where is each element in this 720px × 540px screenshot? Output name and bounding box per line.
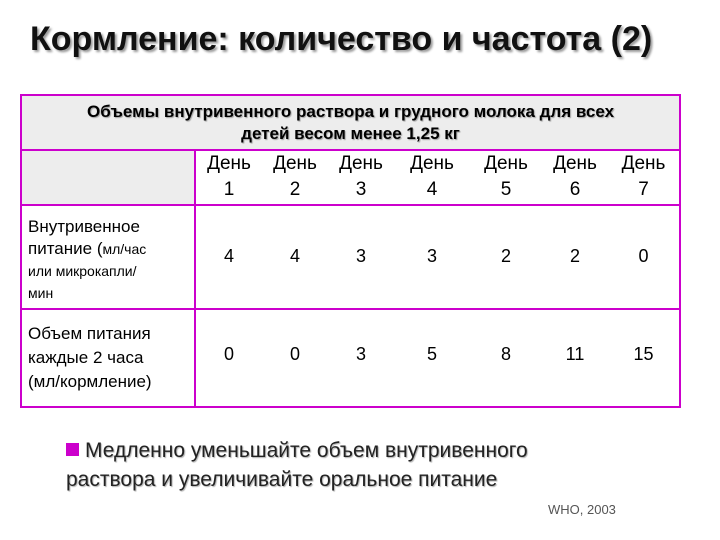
row-label-line: (мл/кормление) xyxy=(28,372,152,391)
day-header-5 xyxy=(470,151,542,204)
day-number: 4 xyxy=(426,179,438,200)
bullet-line xyxy=(66,436,686,465)
day-word: День xyxy=(207,153,251,174)
day-header-7 xyxy=(608,151,679,204)
table-cell: 0 xyxy=(223,344,234,364)
day-header-2 xyxy=(262,151,328,204)
bullet-text: Медленно уменьшайте объем внутривенного xyxy=(85,439,528,462)
feeding-table xyxy=(20,94,681,408)
day-header-1 xyxy=(196,151,262,204)
table-caption xyxy=(22,96,679,151)
day-word: День xyxy=(621,153,666,174)
day-header-4 xyxy=(394,151,470,204)
row-label-text: питание ( xyxy=(28,239,103,258)
source-credit: WHO, 2003 xyxy=(548,502,616,517)
table-cell: 0 xyxy=(638,246,649,266)
row-label-iv xyxy=(28,216,146,304)
header-corner-cell xyxy=(22,151,194,204)
bullet-note xyxy=(66,436,686,494)
table-cell: 3 xyxy=(355,344,366,364)
table-cell: 8 xyxy=(500,344,511,364)
table-row-iv xyxy=(22,206,679,310)
table-divider xyxy=(194,151,196,406)
day-header-6 xyxy=(542,151,608,204)
table-cell: 3 xyxy=(355,246,366,266)
day-number: 6 xyxy=(569,179,581,200)
row-label-unit: мл/час xyxy=(102,241,147,257)
day-number: 1 xyxy=(223,179,235,200)
table-cell: 2 xyxy=(500,246,511,266)
table-header-row xyxy=(22,151,679,206)
day-word: День xyxy=(339,153,383,174)
table-cell: 2 xyxy=(569,246,580,266)
row-label-line: мин xyxy=(28,285,54,301)
day-number: 3 xyxy=(355,179,367,200)
day-word: День xyxy=(484,153,528,174)
row-label-line: Внутривенное xyxy=(28,217,140,236)
table-cell: 5 xyxy=(426,344,437,364)
row-label-line: каждые 2 часа xyxy=(28,348,144,367)
table-cell: 15 xyxy=(633,344,654,364)
caption-line-2: детей весом менее 1,25 кг xyxy=(241,124,460,143)
slide-title: Кормление: количество и частота (2) xyxy=(30,20,653,58)
day-number: 7 xyxy=(638,179,649,200)
bullet-square-icon xyxy=(66,443,79,456)
table-row-feeding xyxy=(22,310,679,406)
row-label-feeding xyxy=(28,322,152,394)
day-number: 5 xyxy=(500,179,512,200)
row-label-line: или микрокапли/ xyxy=(28,263,137,279)
table-cell: 4 xyxy=(223,246,234,266)
table-cell: 3 xyxy=(426,246,437,266)
table-cell: 4 xyxy=(289,246,300,266)
day-word: День xyxy=(273,153,317,174)
row-label-line xyxy=(28,238,146,260)
caption-line-1: Объемы внутривенного раствора и грудного молока для всех xyxy=(86,102,615,121)
day-header-3 xyxy=(328,151,394,204)
day-word: День xyxy=(410,153,454,174)
table-cell: 11 xyxy=(565,344,585,364)
table-cell: 0 xyxy=(289,344,300,364)
day-number: 2 xyxy=(289,179,301,200)
row-label-line: Объем питания xyxy=(28,324,151,343)
bullet-line: раствора и увеличивайте оральное питание xyxy=(66,468,498,491)
day-word: День xyxy=(553,153,597,174)
